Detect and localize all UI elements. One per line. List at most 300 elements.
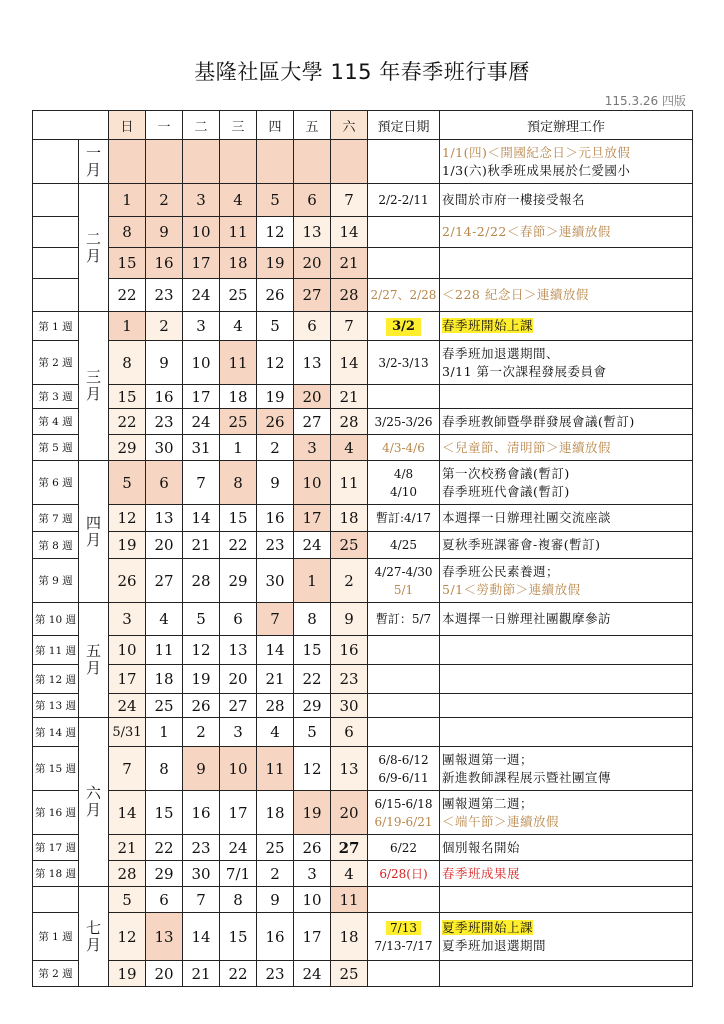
day-cell: 2 <box>146 312 183 341</box>
day-cell: 22 <box>220 532 257 559</box>
day-cell: 31 <box>183 435 220 461</box>
day-cell: 21 <box>331 248 368 279</box>
day-cell: 5 <box>109 461 146 505</box>
day-cell: 30 <box>183 861 220 887</box>
day-cell <box>109 140 146 184</box>
table-row <box>33 835 693 861</box>
day-cell: 5 <box>257 312 294 341</box>
day-cell: 15 <box>294 636 331 665</box>
day-cell: 27 <box>294 409 331 435</box>
day-cell: 1 <box>220 435 257 461</box>
day-cell: 8 <box>220 887 257 913</box>
date-line: 6/19-6/21 <box>374 814 433 829</box>
day-cell: 10 <box>294 887 331 913</box>
day-cell: 15 <box>220 505 257 532</box>
date-line: 6/15-6/18 <box>374 796 433 811</box>
day-cell: 8 <box>220 461 257 505</box>
day-cell: 23 <box>257 961 294 987</box>
day-cell: 25 <box>257 835 294 861</box>
day-cell: 16 <box>257 913 294 961</box>
day-cell: 24 <box>183 409 220 435</box>
day-cell: 30 <box>331 694 368 718</box>
day-cell: 2 <box>331 559 368 603</box>
week-label <box>33 248 79 279</box>
table-row <box>33 636 693 665</box>
task-cell <box>440 461 693 505</box>
day-cell: 30 <box>257 559 294 603</box>
date-cell <box>368 140 440 184</box>
day-cell: 21 <box>257 665 294 694</box>
date-line: 7/13-7/17 <box>374 938 433 953</box>
day-cell: 1 <box>294 559 331 603</box>
date-cell <box>368 248 440 279</box>
page-title: 基隆社區大學 115 年春季班行事曆 <box>194 60 530 84</box>
week-label: 第 4 週 <box>33 409 79 435</box>
header-day: 五 <box>294 111 331 140</box>
day-cell: 10 <box>294 461 331 505</box>
day-cell: 17 <box>183 385 220 409</box>
week-label: 第 11 週 <box>33 636 79 665</box>
table-row <box>33 435 693 461</box>
week-label: 第 18 週 <box>33 861 79 887</box>
header-day: 三 <box>220 111 257 140</box>
day-cell: 5 <box>183 603 220 636</box>
day-cell: 11 <box>220 217 257 248</box>
day-cell: 7 <box>331 312 368 341</box>
day-cell: 29 <box>109 435 146 461</box>
day-cell: 25 <box>146 694 183 718</box>
day-cell: 12 <box>294 747 331 791</box>
day-cell: 20 <box>294 248 331 279</box>
task-cell <box>440 385 693 409</box>
week-label: 第 6 週 <box>33 461 79 505</box>
date-cell: 2/27、2/28 <box>368 279 440 312</box>
day-cell: 19 <box>294 791 331 835</box>
table-row <box>33 694 693 718</box>
day-cell: 9 <box>257 887 294 913</box>
date-cell: 6/22 <box>368 835 440 861</box>
day-cell: 19 <box>109 532 146 559</box>
day-cell: 11 <box>331 887 368 913</box>
day-cell: 4 <box>331 861 368 887</box>
day-cell: 29 <box>146 861 183 887</box>
day-cell: 18 <box>257 791 294 835</box>
day-cell: 4 <box>220 312 257 341</box>
task-cell <box>440 665 693 694</box>
task-line: 春季班班代會議(暫訂) <box>442 483 570 499</box>
task-cell <box>440 913 693 961</box>
task-cell: 春季班成果展 <box>440 861 693 887</box>
day-cell: 17 <box>294 913 331 961</box>
task-line: 春季班加退選期間、 <box>442 345 560 361</box>
day-cell: 14 <box>331 341 368 385</box>
day-cell: 22 <box>146 835 183 861</box>
table-row <box>33 791 693 835</box>
table-row <box>33 505 693 532</box>
table-row <box>33 385 693 409</box>
date-line: 4/8 <box>393 466 414 481</box>
day-cell: 11 <box>146 636 183 665</box>
day-cell: 7/1 <box>220 861 257 887</box>
day-cell: 26 <box>109 559 146 603</box>
day-cell: 20 <box>146 961 183 987</box>
day-cell: 17 <box>294 505 331 532</box>
day-cell: 16 <box>183 791 220 835</box>
day-cell: 8 <box>109 341 146 385</box>
day-cell: 12 <box>109 505 146 532</box>
day-cell: 3 <box>183 312 220 341</box>
day-cell: 10 <box>183 341 220 385</box>
day-cell: 3 <box>220 718 257 747</box>
date-cell: 6/28(日) <box>368 861 440 887</box>
day-cell: 19 <box>183 665 220 694</box>
day-cell: 20 <box>146 532 183 559</box>
day-cell: 24 <box>294 961 331 987</box>
day-cell: 8 <box>109 217 146 248</box>
day-cell: 29 <box>294 694 331 718</box>
day-cell: 28 <box>257 694 294 718</box>
day-cell: 15 <box>109 385 146 409</box>
month-label: 三月 <box>79 312 109 461</box>
day-cell: 22 <box>220 961 257 987</box>
day-cell: 18 <box>220 385 257 409</box>
date-cell <box>368 791 440 835</box>
task-cell: ＜228 紀念日＞連續放假 <box>440 279 693 312</box>
day-cell: 14 <box>183 913 220 961</box>
day-cell: 11 <box>331 461 368 505</box>
day-cell: 12 <box>257 217 294 248</box>
header-blank <box>33 111 109 140</box>
header-day: 日 <box>109 111 146 140</box>
task-highlight: 夏季班開始上課 <box>442 919 534 935</box>
header-date-col: 預定日期 <box>368 111 440 140</box>
task-line: 新進教師課程展示暨社團宣傳 <box>442 769 612 785</box>
day-cell: 13 <box>220 636 257 665</box>
day-cell: 12 <box>257 341 294 385</box>
date-line: 6/9-6/11 <box>378 770 429 785</box>
day-cell: 23 <box>331 665 368 694</box>
week-label: 第 1 週 <box>33 913 79 961</box>
header-row <box>33 111 693 140</box>
day-cell: 20 <box>294 385 331 409</box>
day-cell: 24 <box>109 694 146 718</box>
date-cell: 暫訂：5/7 <box>368 603 440 636</box>
task-cell <box>440 559 693 603</box>
day-cell: 2 <box>146 184 183 217</box>
day-cell: 2 <box>183 718 220 747</box>
day-cell: 12 <box>183 636 220 665</box>
task-line: 團報週第一週； <box>442 751 534 767</box>
day-cell: 28 <box>109 861 146 887</box>
day-cell: 17 <box>109 665 146 694</box>
day-cell: 24 <box>220 835 257 861</box>
task-line <box>442 919 692 937</box>
day-cell: 10 <box>183 217 220 248</box>
day-cell: 25 <box>220 409 257 435</box>
week-label: 第 9 週 <box>33 559 79 603</box>
month-label: 二月 <box>79 184 109 312</box>
week-label: 第 12 週 <box>33 665 79 694</box>
day-cell: 14 <box>257 636 294 665</box>
day-cell: 24 <box>183 279 220 312</box>
day-cell: 29 <box>220 559 257 603</box>
month-label: 一月 <box>79 140 109 184</box>
date-cell: 暫訂:4/17 <box>368 505 440 532</box>
task-cell: 本週擇一日辦理社團交流座談 <box>440 505 693 532</box>
week-label: 第 2 週 <box>33 961 79 987</box>
month-label: 七月 <box>79 887 109 987</box>
day-cell: 14 <box>183 505 220 532</box>
week-label <box>33 279 79 312</box>
task-cell: 夜間於市府一樓接受報名 <box>440 184 693 217</box>
day-cell: 17 <box>220 791 257 835</box>
date-highlight: 7/13 <box>386 921 421 935</box>
task-cell <box>440 887 693 913</box>
date-cell <box>368 559 440 603</box>
week-label: 第 8 週 <box>33 532 79 559</box>
table-row <box>33 409 693 435</box>
day-cell: 23 <box>257 532 294 559</box>
day-cell: 21 <box>109 835 146 861</box>
date-cell <box>368 694 440 718</box>
day-cell: 4 <box>331 435 368 461</box>
day-cell: 13 <box>331 747 368 791</box>
task-cell: 夏秋季班課審會-複審(暫訂) <box>440 532 693 559</box>
day-cell: 15 <box>146 791 183 835</box>
day-cell: 26 <box>257 279 294 312</box>
day-cell: 28 <box>331 279 368 312</box>
week-label: 第 14 週 <box>33 718 79 747</box>
day-cell: 18 <box>220 248 257 279</box>
day-cell: 15 <box>220 913 257 961</box>
day-cell: 28 <box>183 559 220 603</box>
day-cell: 3 <box>109 603 146 636</box>
task-cell: 2/14-2/22＜春節＞連續放假 <box>440 217 693 248</box>
day-cell: 16 <box>257 505 294 532</box>
task-cell <box>440 694 693 718</box>
day-cell: 5/31 <box>109 718 146 747</box>
day-cell: 23 <box>146 409 183 435</box>
day-cell: 26 <box>257 409 294 435</box>
day-cell: 23 <box>146 279 183 312</box>
task-cell: 春季班教師暨學群發展會議(暫訂) <box>440 409 693 435</box>
day-cell: 7 <box>257 603 294 636</box>
version-label: 115.3.26 四版 <box>604 94 686 108</box>
day-cell: 19 <box>109 961 146 987</box>
task-cell <box>440 248 693 279</box>
day-cell <box>146 140 183 184</box>
date-line: 5/1 <box>393 582 414 597</box>
date-cell <box>368 636 440 665</box>
day-cell: 13 <box>146 913 183 961</box>
table-row <box>33 248 693 279</box>
day-cell: 7 <box>109 747 146 791</box>
task-cell <box>440 312 693 341</box>
week-label: 第 13 週 <box>33 694 79 718</box>
day-cell: 16 <box>146 248 183 279</box>
table-row <box>33 961 693 987</box>
task-cell <box>440 791 693 835</box>
date-cell: 2/2-2/11 <box>368 184 440 217</box>
table-row <box>33 913 693 961</box>
week-label <box>33 887 79 913</box>
date-cell <box>368 961 440 987</box>
header-day: 四 <box>257 111 294 140</box>
day-cell: 18 <box>331 505 368 532</box>
day-cell: 5 <box>294 718 331 747</box>
date-cell <box>368 385 440 409</box>
date-cell <box>368 312 440 341</box>
date-cell: 3/25-3/26 <box>368 409 440 435</box>
task-cell <box>440 140 693 184</box>
day-cell: 18 <box>146 665 183 694</box>
day-cell: 6 <box>146 887 183 913</box>
month-label: 四月 <box>79 461 109 603</box>
day-cell: 19 <box>257 385 294 409</box>
week-label <box>33 140 79 184</box>
day-cell: 9 <box>257 461 294 505</box>
day-cell <box>183 140 220 184</box>
task-cell: 本週擇一日辦理社團觀摩參訪 <box>440 603 693 636</box>
day-cell: 2 <box>257 861 294 887</box>
day-cell: 14 <box>331 217 368 248</box>
day-cell: 17 <box>183 248 220 279</box>
table-row <box>33 665 693 694</box>
day-cell: 27 <box>331 835 368 861</box>
week-label: 第 2 週 <box>33 341 79 385</box>
task-line: 3/11 第一次課程發展委員會 <box>442 363 607 379</box>
day-cell: 3 <box>183 184 220 217</box>
week-label: 第 15 週 <box>33 747 79 791</box>
day-cell: 9 <box>331 603 368 636</box>
day-cell: 10 <box>220 747 257 791</box>
day-cell: 1 <box>146 718 183 747</box>
day-cell: 27 <box>220 694 257 718</box>
table-row <box>33 279 693 312</box>
week-label: 第 17 週 <box>33 835 79 861</box>
table-row <box>33 861 693 887</box>
day-cell: 13 <box>146 505 183 532</box>
day-cell: 11 <box>220 341 257 385</box>
date-cell <box>368 217 440 248</box>
week-label: 第 1 週 <box>33 312 79 341</box>
month-label: 六月 <box>79 718 109 887</box>
day-cell: 15 <box>109 248 146 279</box>
day-cell: 13 <box>294 217 331 248</box>
task-cell <box>440 747 693 791</box>
week-label: 第 10 週 <box>33 603 79 636</box>
day-cell: 6 <box>220 603 257 636</box>
date-highlight: 3/2 <box>386 318 421 336</box>
task-cell: ＜兒童節、清明節＞連續放假 <box>440 435 693 461</box>
day-cell: 9 <box>146 217 183 248</box>
table-row <box>33 461 693 505</box>
day-cell: 22 <box>109 409 146 435</box>
day-cell: 21 <box>183 961 220 987</box>
week-label: 第 16 週 <box>33 791 79 835</box>
task-highlight: 春季班開始上課 <box>442 318 534 333</box>
task-line: ＜端午節＞連續放假 <box>442 813 560 829</box>
day-cell: 1 <box>109 184 146 217</box>
day-cell: 27 <box>294 279 331 312</box>
day-cell: 4 <box>146 603 183 636</box>
day-cell: 16 <box>331 636 368 665</box>
week-label <box>33 184 79 217</box>
day-cell: 9 <box>183 747 220 791</box>
calendar-table <box>32 110 693 987</box>
task-cell: 個別報名開始 <box>440 835 693 861</box>
month-label: 五月 <box>79 603 109 718</box>
day-cell: 16 <box>146 385 183 409</box>
header-day: 二 <box>183 111 220 140</box>
day-cell: 8 <box>146 747 183 791</box>
day-cell: 25 <box>220 279 257 312</box>
day-cell: 7 <box>331 184 368 217</box>
day-cell: 4 <box>257 718 294 747</box>
day-cell: 28 <box>331 409 368 435</box>
task-cell <box>440 341 693 385</box>
week-label: 第 3 週 <box>33 385 79 409</box>
day-cell: 22 <box>294 665 331 694</box>
day-cell: 5 <box>109 887 146 913</box>
task-line: 團報週第二週； <box>442 795 534 811</box>
task-line: 5/1＜勞動節＞連續放假 <box>442 581 581 597</box>
day-cell: 6 <box>294 184 331 217</box>
task-cell <box>440 636 693 665</box>
day-cell: 8 <box>294 603 331 636</box>
date-cell <box>368 913 440 961</box>
table-row <box>33 603 693 636</box>
day-cell: 7 <box>183 887 220 913</box>
date-cell <box>368 718 440 747</box>
day-cell: 4 <box>220 184 257 217</box>
table-row <box>33 747 693 791</box>
date-cell <box>368 747 440 791</box>
day-cell: 23 <box>183 835 220 861</box>
day-cell <box>257 140 294 184</box>
table-row <box>33 312 693 341</box>
task-cell <box>440 718 693 747</box>
task-line: 春季班公民素養週； <box>442 563 560 579</box>
date-cell <box>368 887 440 913</box>
task-line: 1/1(四)＜開國紀念日＞元旦放假 <box>442 144 631 160</box>
task-line: 第一次校務會議(暫訂) <box>442 465 570 481</box>
day-cell: 30 <box>146 435 183 461</box>
day-cell <box>220 140 257 184</box>
day-cell: 18 <box>331 913 368 961</box>
day-cell <box>294 140 331 184</box>
date-line: 6/8-6/12 <box>378 752 429 767</box>
day-cell: 11 <box>257 747 294 791</box>
day-cell: 22 <box>109 279 146 312</box>
day-cell: 24 <box>294 532 331 559</box>
date-cell: 4/25 <box>368 532 440 559</box>
day-cell: 26 <box>183 694 220 718</box>
day-cell: 2 <box>257 435 294 461</box>
table-row <box>33 532 693 559</box>
day-cell <box>331 140 368 184</box>
date-line <box>368 919 439 937</box>
day-cell: 6 <box>331 718 368 747</box>
day-cell: 20 <box>331 791 368 835</box>
table-row <box>33 140 693 184</box>
day-cell: 25 <box>331 961 368 987</box>
date-cell <box>368 461 440 505</box>
date-cell <box>368 665 440 694</box>
table-row <box>33 718 693 747</box>
day-cell: 3 <box>294 435 331 461</box>
day-cell: 19 <box>257 248 294 279</box>
